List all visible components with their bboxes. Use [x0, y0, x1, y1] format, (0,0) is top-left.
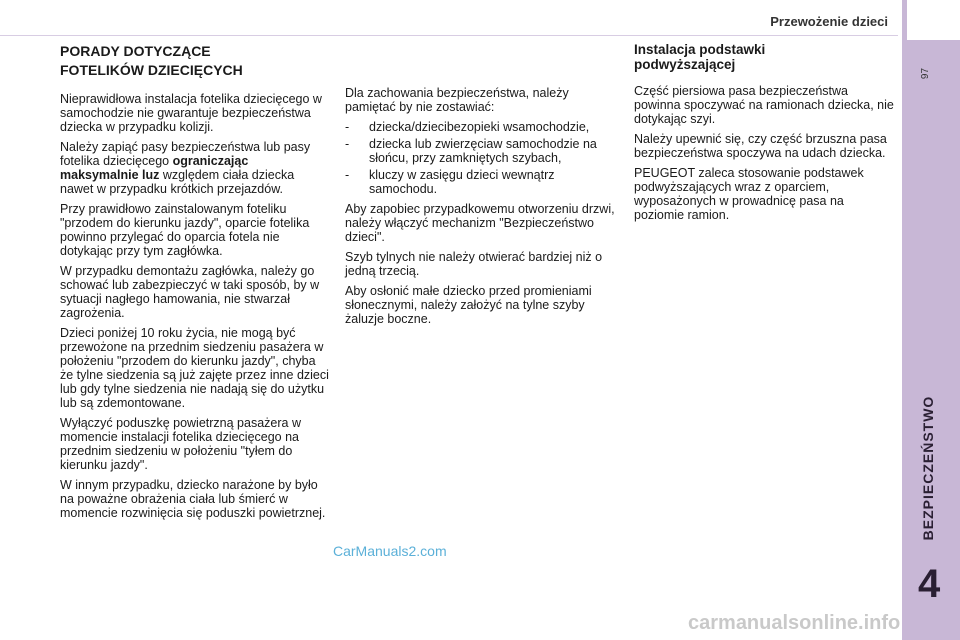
section-label: BEZPIECZEŃSTWO — [920, 395, 936, 541]
watermark-carmanualsonline: carmanualsonline.info — [688, 612, 901, 634]
paragraph: W przypadku demontażu zagłówka, należy go schować lub zabezpieczyć w taki sposób, by w sytuacji nagłego hamowania, nie stwarzał zagrożenia. — [60, 264, 320, 320]
side-chapter-tab — [902, 40, 960, 640]
paragraph: Należy zapiąć pasy bezpieczeństwa lub pasy fotelika dziecięcego ograniczając maksymalnie luz względem ciała dziecka nawet w przypadku krótkich przejazdów. — [60, 140, 311, 196]
paragraph: Należy upewnić się, czy część brzuszna pasa bezpieczeństwa spoczywa na udach dziecka. — [634, 132, 887, 160]
column-safety-reminders — [345, 86, 620, 332]
paragraph: PEUGEOT zaleca stosowanie podstawek podwyższających wraz z oparciem, wyposażonych w prowadnicę pasa na poziomie ramion. — [634, 166, 864, 222]
paragraph: Aby osłonić małe dziecko przed promieniami słonecznymi, należy założyć na tylne szyby żaluzje boczne. — [345, 284, 592, 326]
warning-list — [345, 120, 620, 196]
column-child-seat-advice — [60, 42, 330, 526]
paragraph: Przy prawidłowo zainstalowanym foteliku "przodem do kierunku jazdy", oparcie fotelika powinno przylegać do oparcia fotela nie dotykając przy tym zagłówka. — [60, 202, 310, 258]
watermark-carmanuals2: CarManuals2.com — [333, 543, 447, 559]
paragraph: Nieprawidłowa instalacja fotelika dziecięcego w samochodzie nie gwarantuje bezpieczeństwa dziecka w przypadku kolizji. — [60, 92, 322, 134]
paragraph: Wyłączyć poduszkę powietrzną pasażera w momencie instalacji fotelika dziecięcego na przednim siedzeniu w położeniu "tyłem do kierunku jazdy". — [60, 416, 301, 472]
list-item: - kluczy w zasięgu dzieci wewnątrz samochodu. — [345, 168, 620, 196]
section-title-booster-seat: Instalacja podstawki podwyższającej — [634, 42, 766, 72]
paragraph: Aby zapobiec przypadkowemu otworzeniu drzwi, należy włączyć mechanizm "Bezpieczeństwo dzieci". — [345, 202, 615, 244]
list-item: - dziecka lub zwierzęciaw samochodzie na słońcu, przy zamkniętych szybach, — [345, 137, 620, 165]
column-booster-seat — [634, 42, 896, 228]
paragraph: Dzieci poniżej 10 roku życia, nie mogą być przewożone na przednim siedzeniu pasażera w położeniu "przodem do kierunku jazdy", chyba że tylne siedzenia są już zajęte przez inne dzieci lub gdy tylne siedzenia nie nadają się do użytku lub są zdemontowane. — [60, 326, 329, 410]
list-item: - dziecka/dziecibezopieki wsamochodzie, — [345, 120, 620, 134]
chapter-number: 4 — [918, 562, 941, 606]
paragraph: Szyb tylnych nie należy otwierać bardziej niż o jedną trzecią. — [345, 250, 603, 278]
page-number: 97 — [920, 67, 932, 80]
emphasis-text: ograniczając maksymalnie luz — [60, 154, 249, 182]
section-title-child-seat-advice: PORADY DOTYCZĄCE FOTELIKÓW DZIECIĘCYCH — [60, 43, 243, 78]
paragraph: Część piersiowa pasa bezpieczeństwa powinna spoczywać na ramionach dziecka, nie dotykając szyi. — [634, 84, 894, 126]
paragraph: Dla zachowania bezpieczeństwa, należy pamiętać by nie zostawiać: — [345, 86, 569, 114]
paragraph: W innym przypadku, dziecko narażone by było na poważne obrażenia ciała lub śmierć w momencie rozwinięcia się poduszki powietrznej. — [60, 478, 326, 520]
page-header-title: Przewożenie dzieci — [770, 14, 888, 29]
header-divider — [0, 35, 898, 36]
side-tab-top-strip — [902, 0, 907, 40]
